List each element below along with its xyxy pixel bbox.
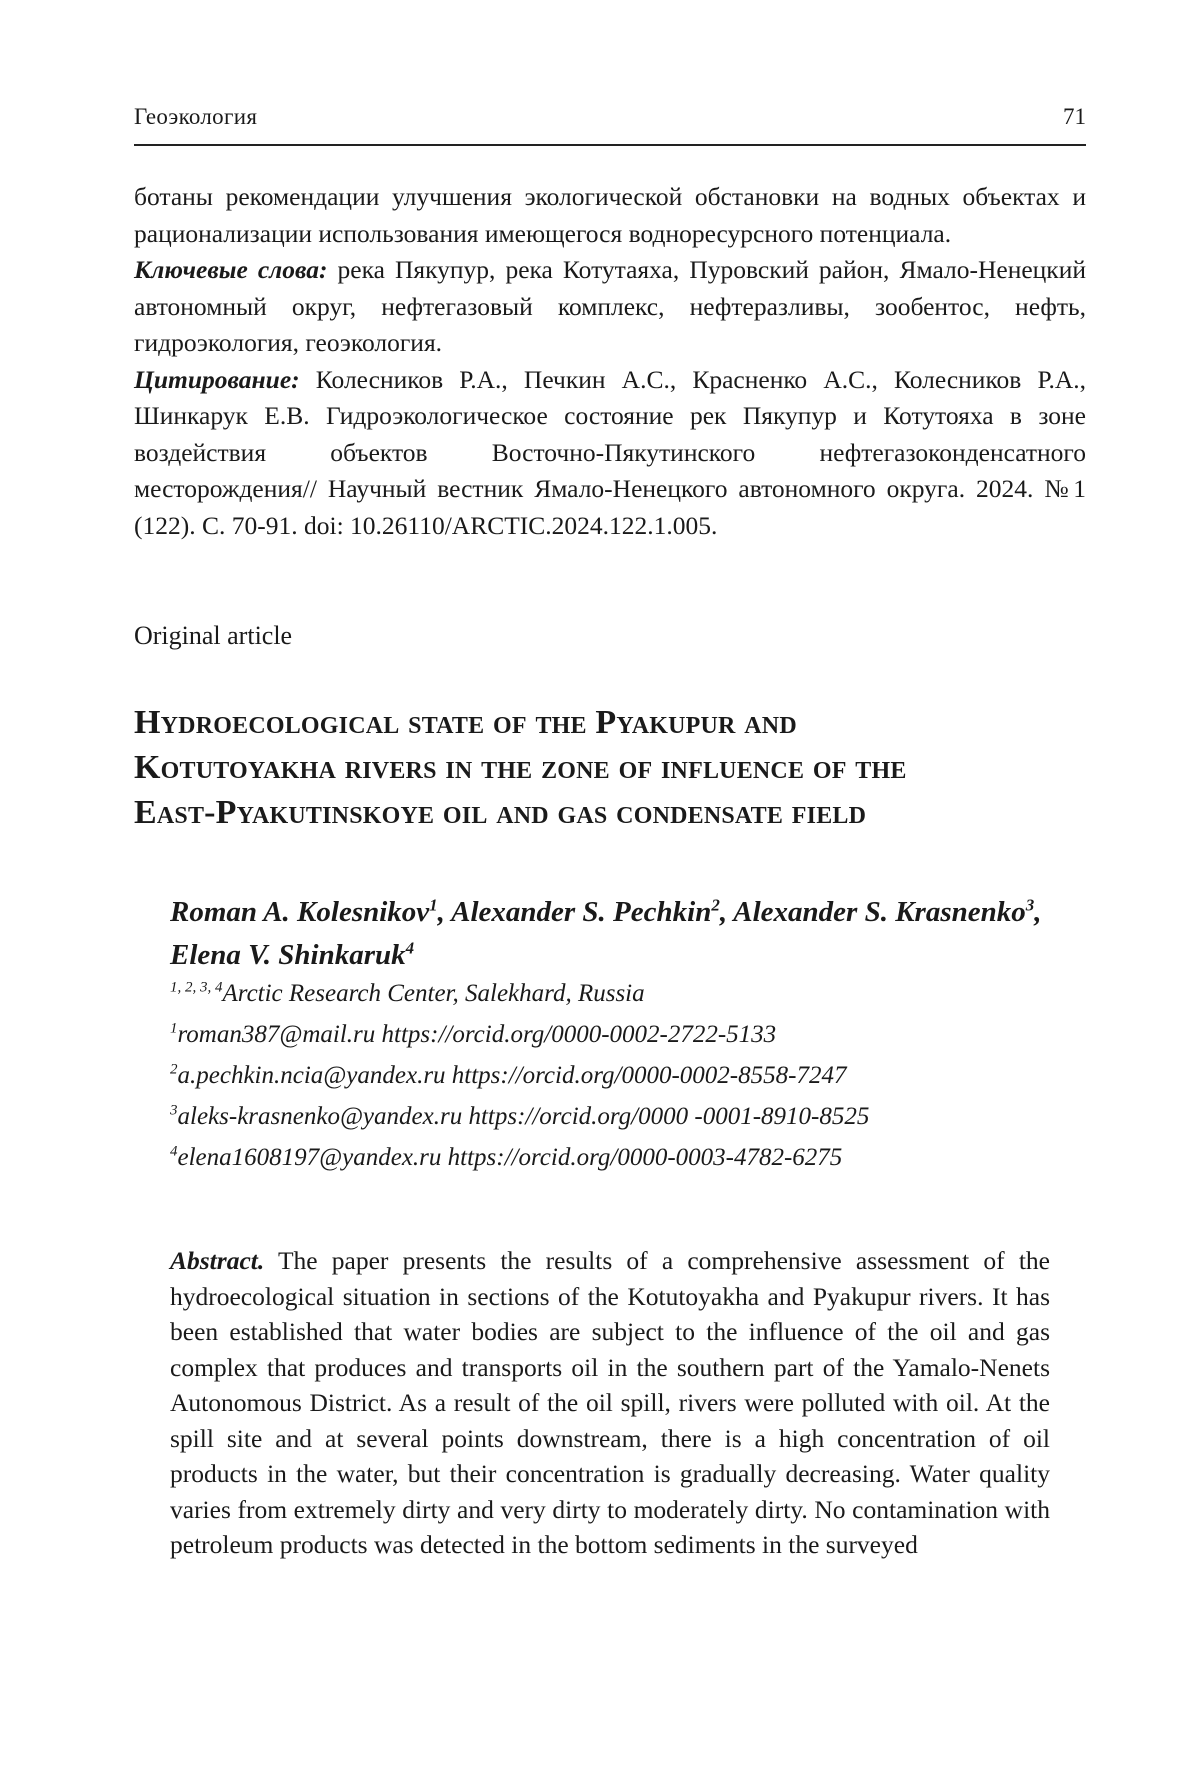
author xyxy=(170,939,414,971)
section-title: Геоэкология xyxy=(134,104,258,129)
keywords-ru xyxy=(134,252,1086,362)
page-number: 71 xyxy=(1063,104,1086,129)
contact-line xyxy=(170,1060,1070,1092)
author-separator: , xyxy=(719,896,734,928)
contact-text: elena1608197@yandex.ru https://orcid.org/0000-0003-4782-6275 xyxy=(177,1144,843,1171)
author xyxy=(451,896,733,928)
author-name: Alexander S. Pechkin xyxy=(451,896,712,928)
citation-ru xyxy=(134,362,1086,545)
article-title xyxy=(134,700,1086,835)
affiliation-sup: 1, 2, 3, 4 xyxy=(170,979,223,996)
contact-line xyxy=(170,1019,1070,1051)
author-sup: 4 xyxy=(405,938,415,958)
affiliation-text: Arctic Research Center, Salekhard, Russia xyxy=(222,980,645,1007)
article-type: Original article xyxy=(134,621,293,650)
contact-line xyxy=(170,1142,1070,1174)
contact-line xyxy=(170,1101,1070,1133)
citation-label: Цитирование: xyxy=(134,364,300,394)
author-name: Elena V. Shinkaruk xyxy=(170,939,406,971)
author-separator: , xyxy=(1034,896,1042,928)
author-sup: 2 xyxy=(711,895,720,915)
abstract-text: The paper presents the results of a comprehensive assessment of the hydroecological situation in sections of the Kotutoyakha and Pyakupur rivers. It has been established that water bodies are subject to the influence of the oil and gas complex that produces and transports oil in the southern part of the Yamalo-Nenets Autonomous District. As a result of the oil spill, rivers were polluted with oil. At the spill site and at several points downstream, there is a high concentration of oil products in the water, but their concentration is gradually decreasing. Water quality varies from extremely dirty and very dirty to moderately dirty. No contamination with petroleum products was detected in the bottom sediments in the surveyed xyxy=(170,1246,1050,1559)
author xyxy=(733,896,1041,928)
author-name: Alexander S. Krasnenko xyxy=(733,896,1026,928)
contact-text: a.pechkin.ncia@yandex.ru https://orcid.org/0000-0002-8558-7247 xyxy=(177,1062,847,1089)
running-header xyxy=(134,104,1086,146)
contact-sup: 4 xyxy=(170,1143,178,1160)
author xyxy=(170,896,451,928)
abstract-continuation-ru: ботаны рекомендации улучшения экологической обстановки на водных объектах и рационализации использования имеющегося водноресурсного потенциала. xyxy=(134,182,1086,248)
title-line: East-Pyakutinskoye oil and gas condensate field xyxy=(134,794,867,831)
contact-sup: 1 xyxy=(170,1020,178,1037)
contact-sup: 2 xyxy=(170,1061,178,1078)
author-name: Roman A. Kolesnikov xyxy=(170,896,430,928)
affiliation xyxy=(170,978,1070,1010)
abstract-label: Abstract. xyxy=(170,1246,265,1275)
keywords-text: река Пякупур, река Котутаяха, Пуровский район, Ямало-Ненецкий автономный округ, нефтегазовый комплекс, нефтеразливы, зообентос, нефть, гидроэкология, геоэкология. xyxy=(134,255,1086,357)
contact-text: aleks-krasnenko@yandex.ru https://orcid.org/0000 -0001-8910-8525 xyxy=(177,1103,870,1130)
russian-metadata-block xyxy=(134,179,1086,544)
contact-sup: 3 xyxy=(170,1102,178,1119)
title-line: Hydroecological state of the Pyakupur and xyxy=(134,704,797,741)
keywords-label: Ключевые слова: xyxy=(134,255,328,284)
author-list xyxy=(170,891,1070,977)
author-sup: 1 xyxy=(429,895,438,915)
author-sup: 3 xyxy=(1025,895,1035,915)
title-line: Kotutoyakha rivers in the zone of influence of the xyxy=(134,749,907,786)
contact-text: roman387@mail.ru https://orcid.org/0000-0002-2722-5133 xyxy=(177,1021,777,1048)
citation-text: Колесников Р.А., Печкин А.С., Красненко А.С., Колесников Р.А., Шинкарук Е.В. Гидроэкологическое состояние рек Пякупур и Котутояха в зоне воздействия объектов Восточно-Пякутинского нефтегазоконденсатного месторождения// Научный вестник Ямало-Ненецкого автономного округа. 2024. №1 (122). С. 70-91. doi: 10.26110/ARCTIC.2024.122.1.005. xyxy=(134,364,1086,540)
author-separator: , xyxy=(437,896,452,928)
abstract xyxy=(170,1243,1050,1563)
